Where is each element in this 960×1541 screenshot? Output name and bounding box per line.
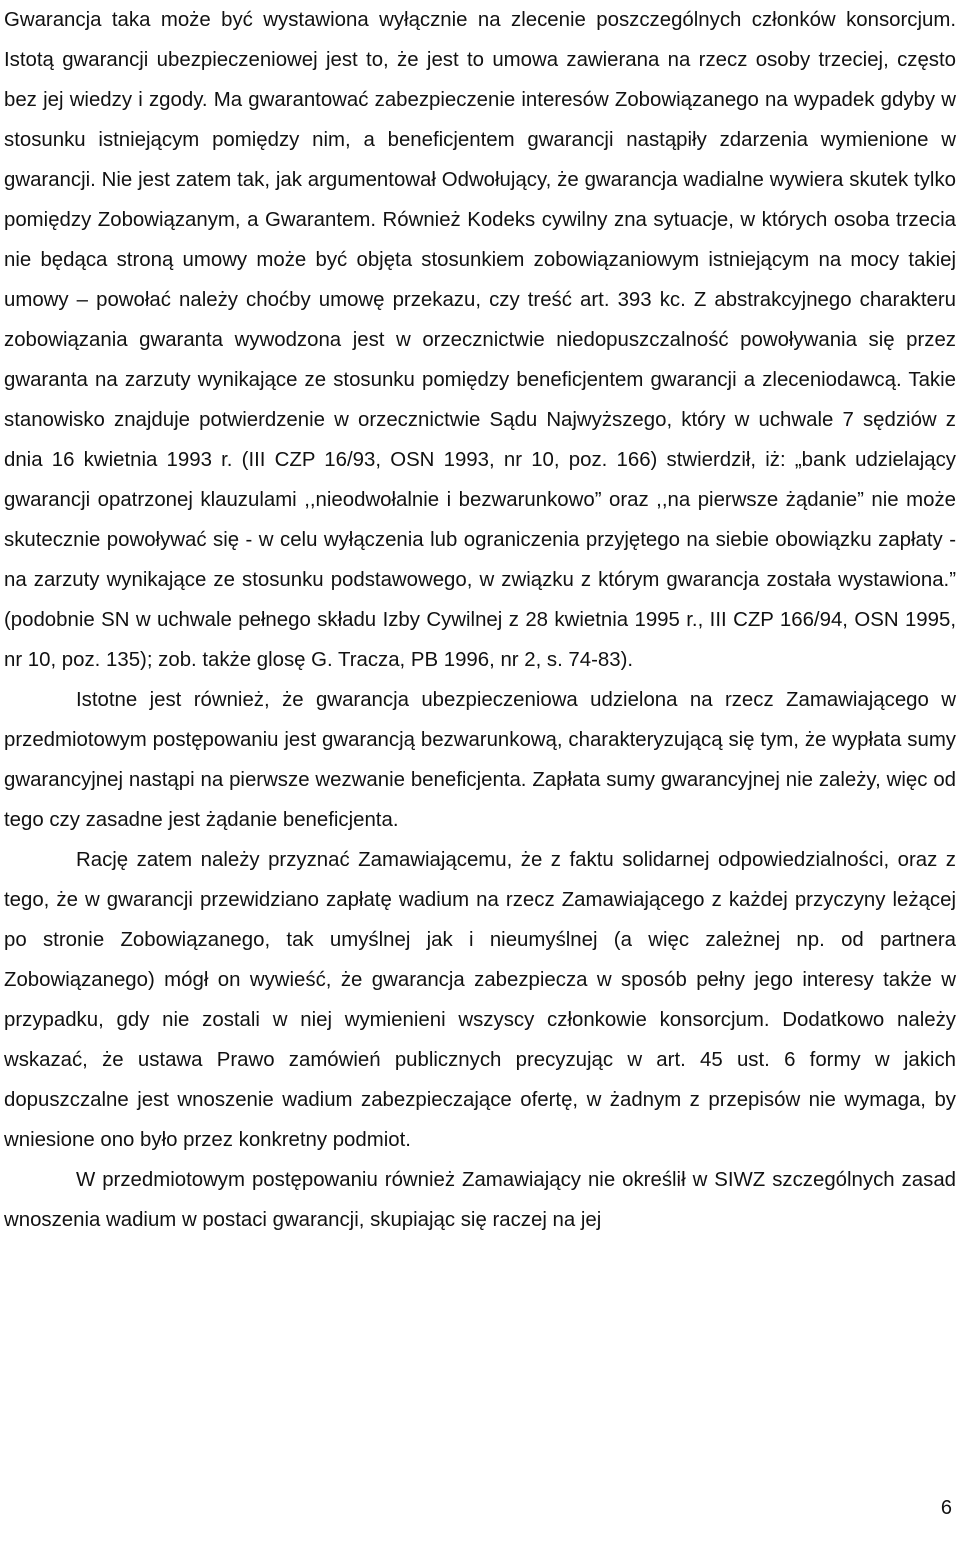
paragraph-1: Gwarancja taka może być wystawiona wyłącznie na zlecenie poszczególnych członków konsorcjum. Istotą gwarancji ubezpieczeniowej jest to, że jest to umowa zawierana na rzecz osoby trzeciej, często bez jej wiedzy i zgody. Ma gwarantować zabezpieczenie interesów Zobowiązanego na wypadek gdyby w stosunku istniejącym pomiędzy nim, a beneficjentem gwarancji nastąpiły zdarzenia wymienione w gwarancji. Nie jest zatem tak, jak argumentował Odwołujący, że gwarancja wadialne wywiera skutek tylko pomiędzy Zobowiązanym, a Gwarantem. Również Kodeks cywilny zna sytuacje, w których osoba trzecia nie będąca stroną umowy może być objęta stosunkiem zobowiązaniowym istniejącym na mocy takiej umowy – powołać należy choćby umowę przekazu, czy treść art. 393 kc. Z abstrakcyjnego charakteru zobowiązania gwaranta wywodzona jest w orzecznictwie niedopuszczalność powoływania się przez gwaranta na zarzuty wynikające ze stosunku pomiędzy beneficjentem gwarancji a zleceniodawcą. Takie stanowisko znajduje potwierdzenie w orzecznictwie Sądu Najwyższego, który w uchwale 7 sędziów z dnia 16 kwietnia 1993 r. (III CZP 16/93, OSN 1993, nr 10, poz. 166) stwierdził, iż: „bank udzielający gwarancji opatrzonej klauzulami ,,nieodwołalnie i bezwarunkowo” oraz ,,na pierwsze żądanie” nie może skutecznie powoływać się - w celu wyłączenia lub ograniczenia przyjętego na siebie obowiązku zapłaty - na zarzuty wynikające ze stosunku podstawowego, w związku z którym gwarancja została wystawiona.” (podobnie SN w uchwale pełnego składu Izby Cywilnej z 28 kwietnia 1995 r., III CZP 166/94, OSN 1995, nr 10, poz. 135); zob. także glosę G. Tracza, PB 1996, nr 2, s. 74-83). [4,9,956,671]
document-body [4,0,956,1240]
paragraph-4: W przedmiotowym postępowaniu również Zamawiający nie określił w SIWZ szczególnych zasad wnoszenia wadium w postaci gwarancji, skupiając się raczej na jej [4,1169,956,1231]
page-number: 6 [940,1497,952,1519]
paragraph-3: Rację zatem należy przyznać Zamawiającemu, że z faktu solidarnej odpowiedzialności, oraz z tego, że w gwarancji przewidziano zapłatę wadium na rzecz Zamawiającego z każdej przyczyny leżącej po stronie Zobowiązanego, tak umyślnej jak i nieumyślnej (a więc zależnej np. od partnera Zobowiązanego) mógł on wywieść, że gwarancja zabezpiecza w sposób pełny jego interesy także w przypadku, gdy nie zostali w niej wymienieni wszyscy członkowie konsorcjum. Dodatkowo należy wskazać, że ustawa Prawo zamówień publicznych precyzując w art. 45 ust. 6 formy w jakich dopuszczalne jest wnoszenie wadium zabezpieczające ofertę, w żadnym z przepisów nie wymaga, by wniesione ono było przez konkretny podmiot. [4,849,956,1151]
paragraph-2: Istotne jest również, że gwarancja ubezpieczeniowa udzielona na rzecz Zamawiającego w przedmiotowym postępowaniu jest gwarancją bezwarunkową, charakteryzującą się tym, że wypłata sumy gwarancyjnej nastąpi na pierwsze wezwanie beneficjenta. Zapłata sumy gwarancyjnej nie zależy, więc od tego czy zasadne jest żądanie beneficjenta. [4,689,956,831]
